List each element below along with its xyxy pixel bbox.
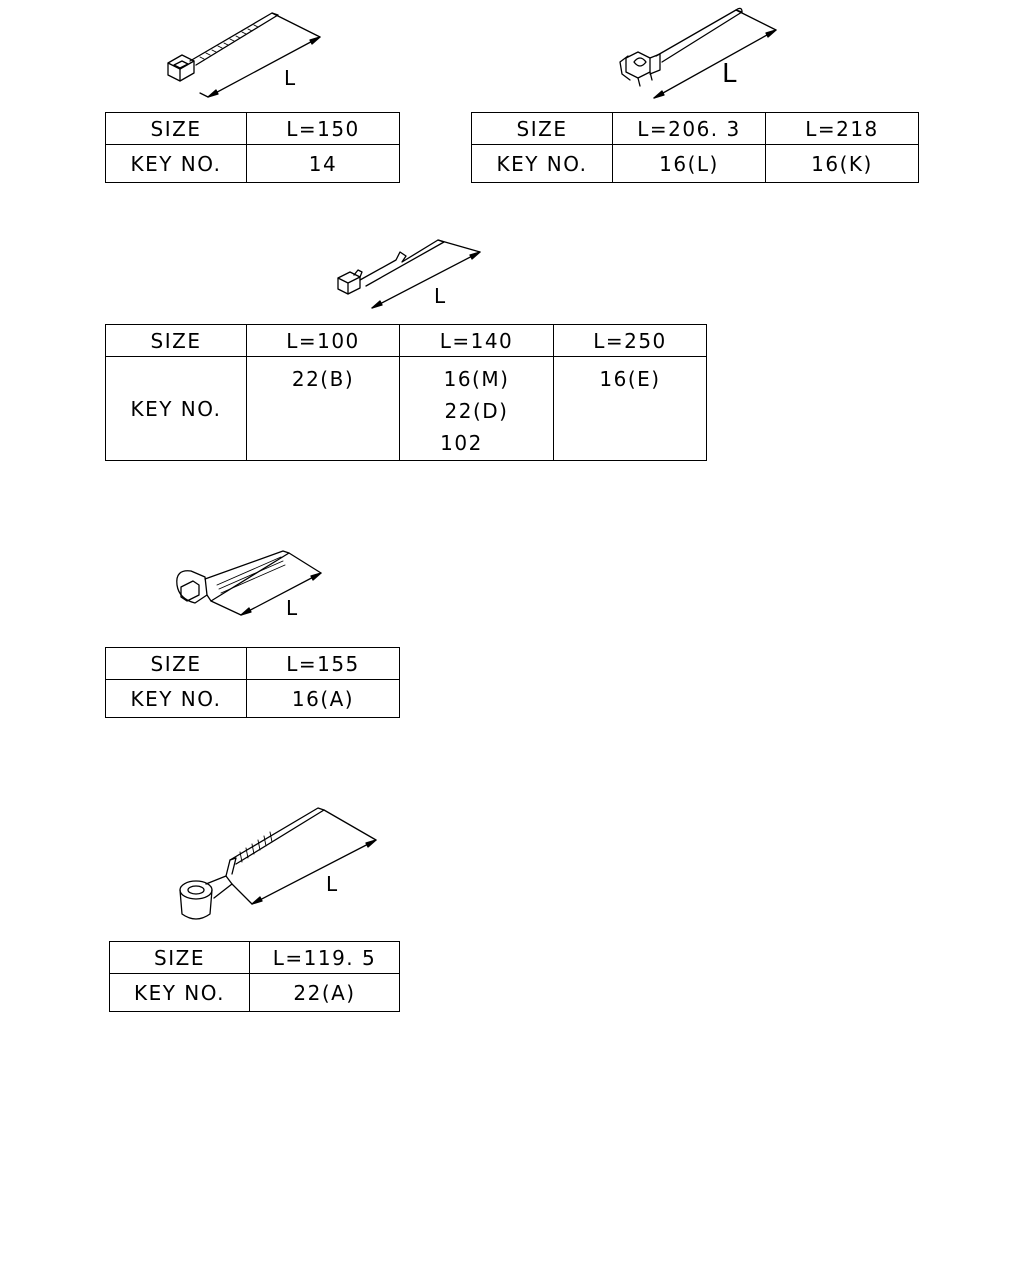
- key-value: 16(K): [766, 145, 919, 183]
- size-value: L=150: [247, 113, 400, 145]
- cable-tie-bolt-mount-drawing: [170, 800, 385, 930]
- spec-table-tie-3: [105, 324, 707, 461]
- size-header: SIZE: [110, 942, 250, 974]
- key-value: 16(A): [247, 680, 400, 718]
- key-header: KEY NO.: [472, 145, 613, 183]
- cable-tie-strap-clip-drawing: [165, 545, 330, 625]
- size-value: L=140: [400, 325, 554, 357]
- cable-tie-clip-mount-drawing: [610, 0, 790, 110]
- size-value: L=119. 5: [250, 942, 400, 974]
- spec-table-tie-2: [471, 112, 919, 183]
- size-value: L=100: [247, 325, 400, 357]
- size-header: SIZE: [472, 113, 613, 145]
- spec-table-tie-5: [109, 941, 400, 1012]
- key-value: 14: [247, 145, 400, 183]
- key-value: 16(L): [613, 145, 766, 183]
- dimension-label-l: L: [284, 66, 296, 90]
- key-header: KEY NO.: [106, 145, 247, 183]
- cable-tie-push-mount-drawing: [330, 222, 490, 314]
- size-value: L=218: [766, 113, 919, 145]
- key-value: 22(A): [250, 974, 400, 1012]
- dimension-label-l: L: [326, 872, 338, 896]
- dimension-label-l: L: [722, 59, 737, 89]
- size-header: SIZE: [106, 325, 247, 357]
- spec-table-tie-1: [105, 112, 400, 183]
- size-header: SIZE: [106, 648, 247, 680]
- cable-tie-square-head-drawing: [160, 5, 330, 105]
- dimension-label-l: L: [286, 596, 298, 620]
- key-value: 16(E): [554, 357, 707, 461]
- key-header: KEY NO.: [106, 357, 247, 461]
- key-header: KEY NO.: [106, 680, 247, 718]
- size-value: L=250: [554, 325, 707, 357]
- size-value: L=206. 3: [613, 113, 766, 145]
- key-value: 22(B): [247, 357, 400, 461]
- key-header: KEY NO.: [110, 974, 250, 1012]
- dimension-label-l: L: [434, 284, 446, 308]
- size-value: L=155: [247, 648, 400, 680]
- key-value: 16(M) 22(D) 102: [400, 357, 554, 461]
- size-header: SIZE: [106, 113, 247, 145]
- spec-table-tie-4: [105, 647, 400, 718]
